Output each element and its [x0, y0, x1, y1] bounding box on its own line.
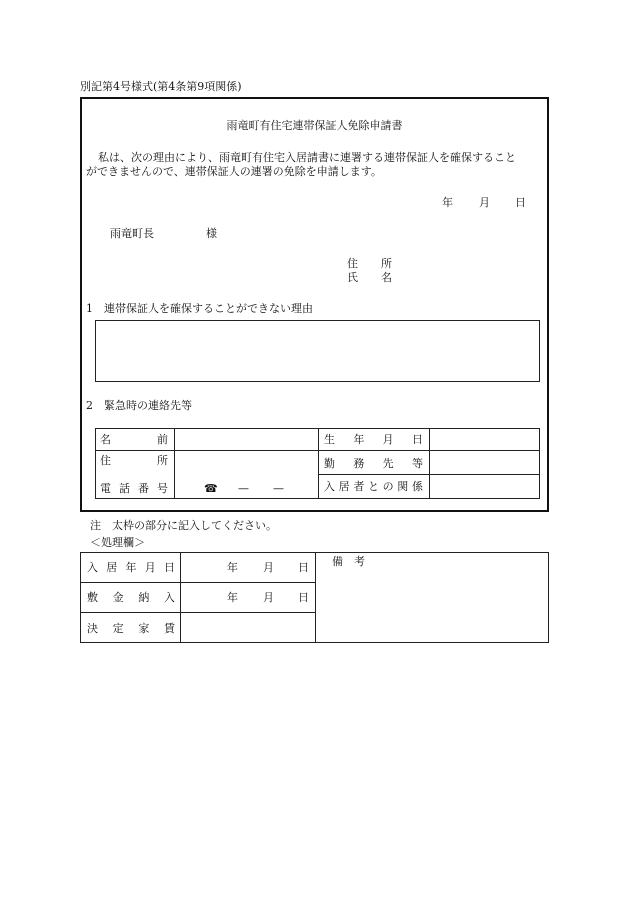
processing-heading: ＜処理欄＞	[90, 536, 145, 549]
phone-icon: ☎	[204, 482, 218, 495]
label-char: 所	[381, 257, 392, 270]
contact-address-field[interactable]	[175, 451, 318, 475]
intro-line-2: ができませんので、連帯保証人の連署の免除を申請します。	[86, 165, 382, 178]
phone-separator: —	[238, 482, 249, 495]
label-char: 所	[157, 454, 168, 467]
label-char: 住	[347, 257, 358, 270]
table-divider	[318, 428, 319, 499]
label-char: 名	[100, 433, 111, 446]
label-char: 定	[112, 622, 124, 635]
honorific: 様	[206, 227, 217, 240]
label-char: 納	[138, 591, 150, 604]
label-char: 号	[157, 482, 168, 495]
label-char: 入	[163, 591, 175, 604]
deposit-label	[87, 591, 175, 605]
move-in-date-label	[87, 561, 175, 575]
date-day: 日	[515, 196, 526, 209]
label-char: 月	[144, 561, 156, 574]
workplace-label	[324, 457, 423, 471]
application-frame	[80, 97, 549, 512]
label-char: 賃	[163, 622, 175, 635]
label-char: 等	[411, 457, 423, 470]
label-char: 家	[138, 622, 150, 635]
phone-label	[100, 482, 168, 496]
date-year: 年	[227, 561, 238, 574]
label-char: 日	[164, 561, 175, 574]
date-month: 月	[263, 591, 274, 604]
reason-textarea[interactable]	[95, 320, 540, 382]
form-number: 別記第4号様式(第4条第9項関係)	[80, 80, 242, 93]
form-title: 雨竜町有住宅連帯保証人免除申請書	[226, 119, 403, 132]
section2-heading: 2 緊急時の連絡先等	[86, 399, 192, 412]
date-month: 月	[479, 196, 490, 209]
table-divider	[80, 582, 315, 583]
label-char: 年	[125, 561, 137, 574]
label-char: 入	[324, 480, 335, 493]
note: 注 太枠の部分に記入してください。	[90, 519, 277, 532]
birthdate-field[interactable]	[430, 429, 539, 450]
label-char: 年	[353, 433, 365, 446]
applicant-address-label	[347, 257, 392, 271]
label-char: 先	[382, 457, 394, 470]
label-char: 住	[100, 454, 111, 467]
label-char: と	[367, 480, 379, 493]
applicant-name-label	[347, 271, 392, 285]
label-char: 名	[381, 271, 392, 284]
rent-label	[87, 622, 175, 636]
label-char: 話	[119, 482, 130, 495]
date-day: 日	[298, 591, 309, 604]
birthdate-label	[324, 433, 423, 447]
phone-separator: —	[273, 482, 284, 495]
label-char: 務	[353, 457, 365, 470]
label-char: 氏	[347, 271, 358, 284]
date-month: 月	[263, 561, 274, 574]
label-char: 者	[353, 480, 365, 493]
workplace-field[interactable]	[430, 451, 539, 474]
label-char: 勤	[324, 457, 335, 470]
label-char: 生	[324, 433, 335, 446]
date-year: 年	[442, 196, 453, 209]
label-char: 居	[106, 561, 118, 574]
contact-name-label	[100, 433, 168, 447]
date-day: 日	[298, 561, 309, 574]
label-char: 日	[411, 433, 423, 446]
label-char: の	[382, 480, 394, 493]
label-char: 前	[157, 433, 168, 446]
label-char: 月	[382, 433, 394, 446]
relation-field[interactable]	[430, 475, 539, 498]
label-char: 係	[411, 480, 423, 493]
label-char: 金	[112, 591, 124, 604]
label-char: 決	[87, 622, 98, 635]
section1-heading: 1 連帯保証人を確保することができない理由	[86, 302, 313, 315]
addressee: 雨竜町長	[110, 227, 154, 240]
contact-name-field[interactable]	[175, 429, 318, 450]
intro-line-1: 私は、次の理由により、雨竜町有住宅入居請書に連署する連帯保証人を確保すること	[98, 151, 516, 164]
relation-label	[324, 480, 423, 494]
label-char: 居	[338, 480, 350, 493]
contact-address-label	[100, 454, 168, 468]
date-year: 年	[227, 591, 238, 604]
label-char: 番	[138, 482, 149, 495]
phone-field[interactable]	[175, 475, 318, 498]
remarks-label: 備 考	[332, 555, 365, 568]
rent-field[interactable]	[181, 613, 315, 642]
label-char: 入	[87, 561, 98, 574]
label-char: 電	[100, 482, 111, 495]
label-char: 関	[397, 480, 409, 493]
label-char: 敷	[87, 591, 98, 604]
table-divider	[315, 552, 316, 643]
